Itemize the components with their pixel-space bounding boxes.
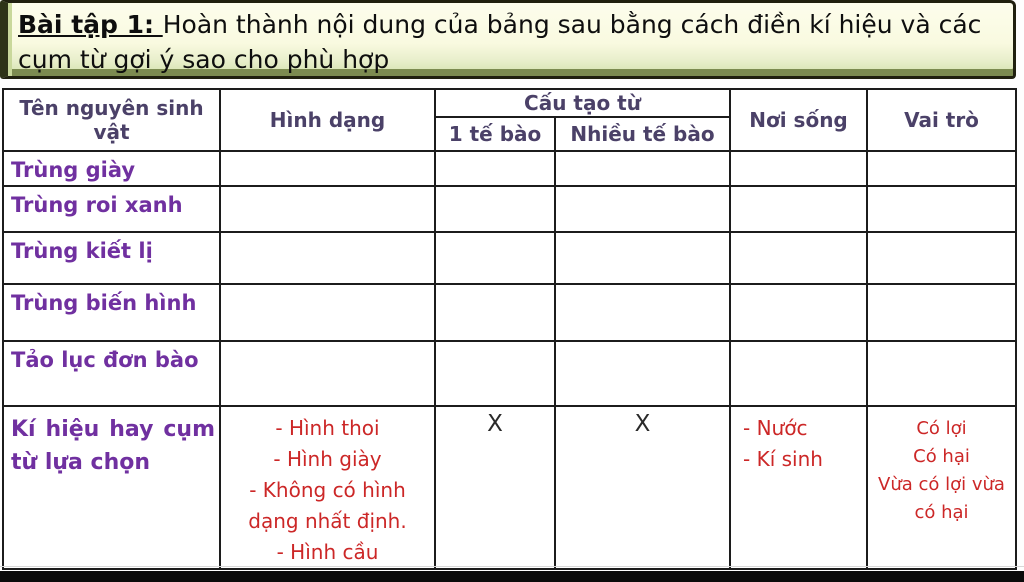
empty-answer-cell	[555, 151, 730, 186]
organism-name: Tảo lục đơn bào	[3, 341, 220, 406]
header-row-1	[3, 89, 1016, 117]
header-multi-cell: Nhiều tế bào	[555, 117, 730, 151]
organism-name: Trùng roi xanh	[3, 186, 220, 232]
empty-answer-cell	[435, 341, 555, 406]
empty-answer-cell	[555, 232, 730, 284]
table-row	[3, 186, 1016, 232]
empty-answer-cell	[555, 284, 730, 341]
suggestion-row	[3, 406, 1016, 569]
multi-cell-mark: X	[555, 406, 730, 569]
shape-option: - Hình cầu	[276, 540, 379, 564]
habitat-option: - Kí sinh	[743, 447, 823, 471]
role-option: Vừa có lợi vừa có hại	[878, 474, 1005, 523]
empty-answer-cell	[435, 232, 555, 284]
empty-answer-cell	[867, 284, 1016, 341]
bottom-black-bar	[0, 571, 1024, 582]
empty-answer-cell	[220, 284, 435, 341]
header-structure: Cấu tạo từ	[435, 89, 730, 117]
role-options-cell	[867, 406, 1016, 569]
habitat-options-cell	[730, 406, 867, 569]
header-shape: Hình dạng	[220, 89, 435, 151]
protist-worksheet-table	[2, 88, 1017, 570]
empty-answer-cell	[730, 284, 867, 341]
header-organism: Tên nguyên sinh vật	[3, 89, 220, 151]
shape-option: - Không có hình dạng nhất định.	[248, 478, 407, 533]
role-option: Có lợi	[916, 418, 967, 439]
header-habitat: Nơi sống	[730, 89, 867, 151]
empty-answer-cell	[867, 186, 1016, 232]
empty-answer-cell	[220, 151, 435, 186]
exercise-instruction: Hoàn thành nội dung của bảng sau bằng cách điền kí hiệu và các cụm từ gợi ý sao cho phù hợp	[18, 10, 982, 74]
suggestion-row-label: Kí hiệu hay cụm từ lựa chọn	[3, 406, 220, 569]
exercise-number-label: Bài tập 1:	[18, 10, 163, 39]
organism-name: Trùng kiết lị	[3, 232, 220, 284]
table-row	[3, 341, 1016, 406]
empty-answer-cell	[730, 186, 867, 232]
shape-option: - Hình thoi	[275, 416, 380, 440]
shape-option: - Hình giày	[273, 447, 382, 471]
empty-answer-cell	[730, 232, 867, 284]
one-cell-mark: X	[435, 406, 555, 569]
empty-answer-cell	[220, 232, 435, 284]
table-row	[3, 151, 1016, 186]
empty-answer-cell	[555, 341, 730, 406]
organism-name: Trùng giày	[3, 151, 220, 186]
empty-answer-cell	[867, 341, 1016, 406]
organism-name: Trùng biến hình	[3, 284, 220, 341]
header-one-cell: 1 tế bào	[435, 117, 555, 151]
table-row	[3, 232, 1016, 284]
empty-answer-cell	[730, 151, 867, 186]
habitat-option: - Nước	[743, 416, 808, 440]
shape-options-cell	[220, 406, 435, 569]
empty-answer-cell	[555, 186, 730, 232]
table-row	[3, 284, 1016, 341]
header-role: Vai trò	[867, 89, 1016, 151]
empty-answer-cell	[730, 341, 867, 406]
empty-answer-cell	[220, 186, 435, 232]
empty-answer-cell	[867, 232, 1016, 284]
role-option: Có hại	[913, 446, 970, 467]
exercise-title-box	[0, 0, 1016, 79]
empty-answer-cell	[435, 284, 555, 341]
empty-answer-cell	[435, 186, 555, 232]
divider-line	[0, 566, 1024, 567]
empty-answer-cell	[435, 151, 555, 186]
empty-answer-cell	[220, 341, 435, 406]
empty-answer-cell	[867, 151, 1016, 186]
